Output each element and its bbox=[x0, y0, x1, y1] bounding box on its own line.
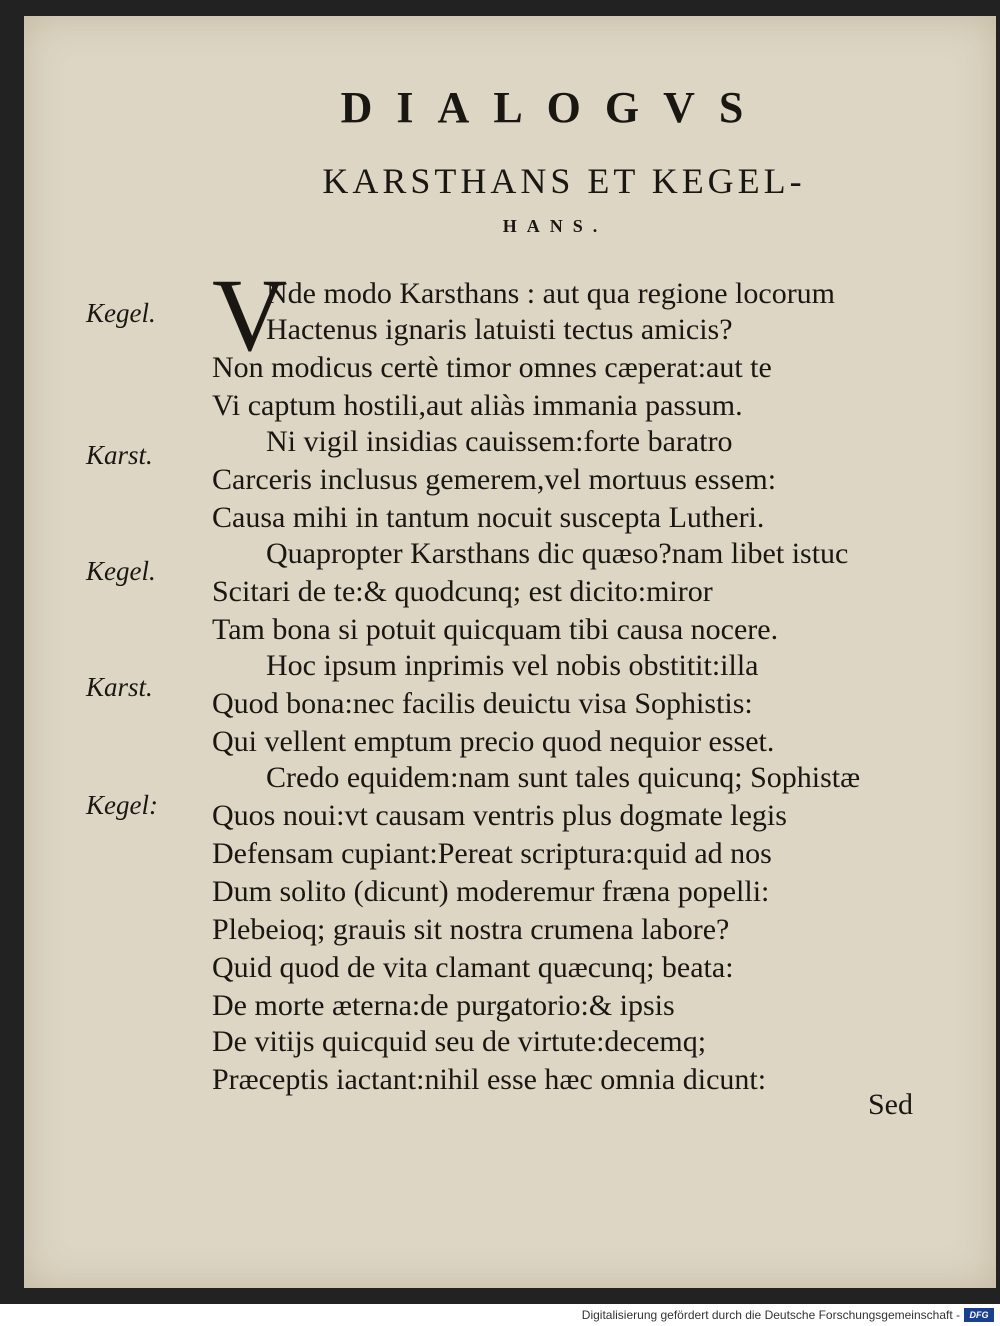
page-subtitle: KARSTHANS ET KEGEL- bbox=[322, 161, 806, 201]
speaker-label: Kegel. bbox=[86, 556, 156, 586]
footer-bar bbox=[0, 1304, 1000, 1326]
verse-line: Quapropter Karsthans dic quæso?nam libet istuc bbox=[266, 537, 849, 570]
dfg-logo: DFG bbox=[964, 1308, 994, 1322]
catchword: Sed bbox=[868, 1088, 913, 1121]
verse-line: Quod bona:nec facilis deuictu visa Sophistis: bbox=[212, 687, 753, 720]
page-title: DIALOGVS bbox=[340, 83, 768, 132]
verse-line: Dum solito (dicunt) moderemur fræna popelli: bbox=[212, 875, 770, 908]
verse-line: Defensam cupiant:Pereat scriptura:quid ad nos bbox=[212, 837, 772, 870]
verse-line: Scitari de te:& quodcunq; est dicito:miror bbox=[212, 575, 713, 608]
verse-line: Quid quod de vita clamant quæcunq; beata: bbox=[212, 951, 734, 984]
verse-line: Credo equidem:nam sunt tales quicunq; Sophistæ bbox=[266, 761, 861, 794]
speaker-label: Kegel: bbox=[86, 790, 158, 820]
page-subtitle-continuation: HANS. bbox=[502, 216, 608, 236]
verse-line: Qui vellent emptum precio quod nequior esset. bbox=[212, 725, 775, 758]
verse-line: Hactenus ignaris latuisti tectus amicis? bbox=[266, 313, 733, 346]
verse-line: Ni vigil insidias cauissem:forte baratro bbox=[266, 425, 733, 458]
verse-line: De vitijs quicquid seu de virtute:decemq; bbox=[212, 1025, 707, 1058]
speaker-label: Karst. bbox=[86, 672, 153, 702]
speaker-label: Karst. bbox=[86, 440, 153, 470]
verse-line: Nde modo Karsthans : aut qua regione locorum bbox=[266, 277, 836, 310]
verse-line: Quos noui:vt causam ventris plus dogmate legis bbox=[212, 799, 787, 832]
verse-line: Tam bona si potuit quicquam tibi causa nocere. bbox=[212, 613, 779, 646]
speaker-label: Kegel. bbox=[86, 298, 156, 328]
footer-credit: Digitalisierung gefördert durch die Deutsche Forschungsgemeinschaft - bbox=[581, 1308, 960, 1322]
verse-line: Plebeioq; grauis sit nostra crumena labore? bbox=[212, 913, 730, 946]
verse-line: Causa mihi in tantum nocuit suscepta Lutheri. bbox=[212, 501, 765, 534]
verse-line: Non modicus certè timor omnes cæperat:aut te bbox=[212, 351, 772, 384]
verse-line: Præceptis iactant:nihil esse hæc omnia dicunt: bbox=[212, 1063, 767, 1096]
verse-line: De morte æterna:de purgatorio:& ipsis bbox=[212, 989, 675, 1022]
drop-capital: V bbox=[212, 258, 288, 373]
verse-line: Vi captum hostili,aut aliàs immania passum. bbox=[212, 389, 743, 422]
verse-line: Carceris inclusus gemerem,vel mortuus essem: bbox=[212, 463, 777, 496]
verse-line: Hoc ipsum inprimis vel nobis obstitit:illa bbox=[266, 649, 759, 682]
